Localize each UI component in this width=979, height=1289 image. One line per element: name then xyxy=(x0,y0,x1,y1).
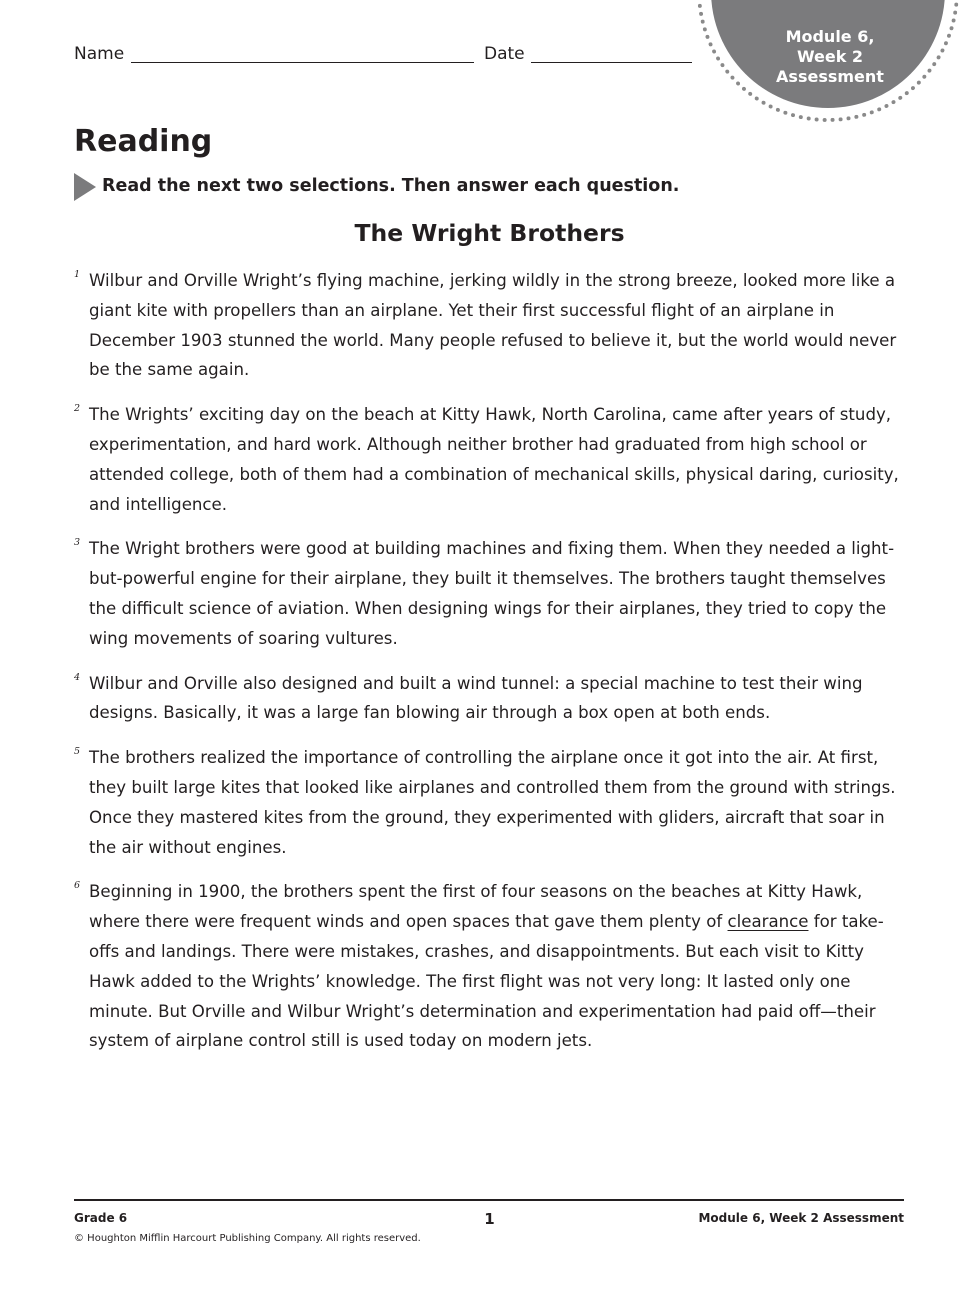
paragraph-1 xyxy=(74,266,910,385)
paragraph-number: 2 xyxy=(74,403,81,415)
paragraph-6 xyxy=(74,877,910,1056)
name-field-line[interactable] xyxy=(131,62,474,63)
section-heading: Reading xyxy=(74,124,213,159)
paragraph-5 xyxy=(74,743,910,862)
date-label: Date xyxy=(484,44,525,64)
paragraph-3 xyxy=(74,534,910,653)
paragraph-2 xyxy=(74,400,910,519)
page-number: 1 xyxy=(484,1210,495,1228)
paragraph-4 xyxy=(74,669,910,729)
badge-line-week: Week 2 xyxy=(796,47,864,66)
vocabulary-word: clearance xyxy=(727,912,809,932)
paragraph-text: The Wrights’ exciting day on the beach at Kitty Hawk, North Carolina, came after years of study, experimentation, and hard work. Although neither brother had graduated from high school or attended college, both of them had a combination of mechanical skills, physical daring, curiosity, and intelligence. xyxy=(89,405,899,514)
paragraph-text: Wilbur and Orville Wright’s flying machine, jerking wildly in the strong breeze, looked more like a giant kite with propellers than an airplane. Yet their first successful flight of an airplane in December 1903 stunned the world. Many people refused to believe it, but the world would never be the same again. xyxy=(89,271,897,380)
paragraph-number: 4 xyxy=(74,671,81,683)
footer-module: Module 6, Week 2 Assessment xyxy=(698,1211,904,1225)
paragraph-text-after: for take-offs and landings. There were mistakes, crashes, and disappointments. But each visit to Kitty Hawk added to the Wrights’ knowledge. The first flight was not very long: It lasted only one minute. But Orville and Wilbur Wright’s determination and experimentation had paid off—their system of airplane control still is used today on modern jets. xyxy=(89,912,884,1051)
paragraph-number: 6 xyxy=(74,880,81,892)
paragraph-number: 1 xyxy=(74,269,81,280)
paragraph-text: Wilbur and Orville also designed and built a wind tunnel: a special machine to test their wing designs. Basically, it was a large fan blowing air through a box open at both ends. xyxy=(89,673,863,723)
paragraph-text-before: Beginning in 1900, the brothers spent the first of four seasons on the beaches at Kitty Hawk, where there were frequent winds and open spaces that gave them plenty of xyxy=(89,882,863,932)
paragraph-number: 3 xyxy=(74,537,81,549)
module-badge-text xyxy=(750,27,910,87)
directions-text: Read the next two selections. Then answer each question. xyxy=(102,176,680,196)
footer-grade: Grade 6 xyxy=(74,1211,128,1225)
name-label: Name xyxy=(74,44,125,64)
article-body xyxy=(74,266,910,1071)
paragraph-text: The Wright brothers were good at building machines and fixing them. When they needed a light-but-powerful engine for their airplane, they built it themselves. The brothers taught themselves the difficult science of aviation. When designing wings for their airplanes, they tried to copy the wing movements of soaring vultures. xyxy=(89,539,895,648)
badge-line-assessment: Assessment xyxy=(776,67,884,86)
paragraph-text: The brothers realized the importance of controlling the airplane once it got into the air. At first, they built large kites that looked like airplanes and controlled them from the ground with strings. Once they mastered kites from the ground, they experimented with gliders, aircraft that soar in the air without engines. xyxy=(89,748,896,857)
selection-title: The Wright Brothers xyxy=(354,219,625,247)
badge-line-module: Module 6, xyxy=(785,27,875,46)
footer-divider xyxy=(74,1199,904,1201)
date-field-line[interactable] xyxy=(531,62,692,63)
copyright: © Houghton Mifflin Harcourt Publishing Company. All rights reserved. xyxy=(74,1233,421,1244)
triangle-arrow-icon xyxy=(74,173,96,201)
paragraph-number: 5 xyxy=(74,746,81,758)
